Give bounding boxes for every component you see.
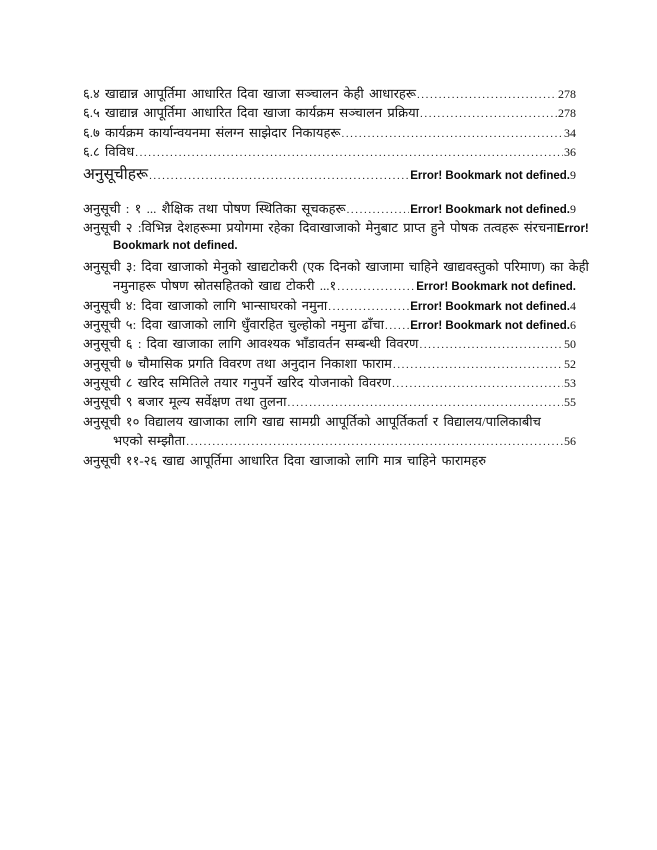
toc-entry-label: ६.५ खाद्यान्न आपूर्तिमा आधारित दिवा खाजा कार्यक्रम सञ्चालन प्रक्रिया — [83, 105, 420, 121]
dot-leader — [392, 373, 563, 394]
toc-entry[interactable] — [83, 373, 576, 392]
dot-leader — [135, 142, 563, 163]
toc-entry[interactable] — [83, 162, 576, 188]
toc-entry-label: ६.४ खाद्यान्न आपूर्तिमा आधारित दिवा खाजा सञ्चालन केही आधारहरू — [83, 86, 416, 101]
toc-entry-label: अनुसूचीहरू — [83, 165, 149, 183]
dot-leader — [385, 315, 409, 336]
toc-entry-label: अनुसूची ५: दिवा खाजाको लागि धुँवारहित चुल्होको नमुना ढाँचा — [83, 316, 384, 332]
page-number: 278 — [558, 87, 576, 101]
page-number: 52 — [564, 356, 576, 371]
page-number: 55 — [564, 395, 576, 410]
toc-entry-label: भएको सम्झौता — [113, 433, 186, 449]
toc-entry[interactable] — [83, 257, 589, 276]
toc-entry[interactable] — [83, 431, 576, 450]
toc-entry-label: नमुनाहरू पोषण स्रोतसहितको खाद्य टोकरी ...१ — [113, 278, 337, 294]
dot-leader — [149, 162, 409, 189]
dot-leader — [420, 103, 557, 124]
page-number: 36 — [564, 145, 576, 160]
page-number: 9 — [570, 167, 576, 182]
toc-entry-label: अनुसूची १० विद्यालय खाजाका लागि खाद्य सामग्री आपूर्तिको आपूर्तिकर्ता र विद्यालय/पालिकाबीच — [83, 413, 541, 429]
toc-entry-label: अनुसूची ६ : दिवा खाजाका लागि आवश्यक भाँडावर्तन सम्बन्धी विवरण — [83, 336, 419, 352]
page-number: 4 — [570, 298, 576, 313]
dot-leader — [328, 296, 409, 317]
error-bookmark-text: Error! Bookmark not defined. — [410, 169, 570, 182]
toc-list — [83, 84, 589, 470]
page-number: 278 — [558, 106, 576, 121]
toc-entry-label: अनुसूची ४: दिवा खाजाको लागि भान्साघरको नमुना — [83, 297, 328, 313]
page-number: 34 — [564, 125, 576, 140]
toc-entry-label: अनुसूची २ :विभिन्न देशहरूमा प्रयोगमा रहेका दिवाखाजाको मेनुबाट प्राप्त हुने पोषक तत्वहरू संरचना — [83, 219, 557, 235]
toc-entry[interactable] — [83, 296, 576, 315]
toc-entry-label: अनुसूची ८ खरिद समितिले तयार गनुपर्ने खरिद योजनाको विवरण — [83, 375, 392, 391]
toc-entry-label: अनुसूची : १ ... शैक्षिक तथा पोषण स्थितिका सूचकहरू — [83, 200, 346, 216]
toc-entry[interactable] — [83, 392, 576, 411]
dot-leader — [337, 276, 415, 297]
toc-entry[interactable] — [83, 315, 576, 334]
error-bookmark-text: Bookmark not defined. — [113, 240, 238, 253]
dot-leader — [186, 431, 563, 452]
dot-leader — [347, 199, 410, 220]
toc-entry-label: अनुसूची ३: दिवा खाजाको मेनुको खाद्यटोकरी (एक दिनको खाजामा चाहिने खाद्यवस्तुको परिमाण) का केही — [83, 258, 589, 274]
toc-entry[interactable] — [83, 451, 576, 470]
page-number: 50 — [564, 337, 576, 352]
toc-entry[interactable] — [83, 123, 576, 142]
toc-entry[interactable] — [83, 354, 576, 373]
dot-leader — [393, 354, 563, 375]
dot-leader — [419, 334, 563, 355]
toc-entry-label: अनुसूची ११-२६ खाद्य आपूर्तिमा आधारित दिवा खाजाको लागि मात्र चाहिने फारामहरु — [83, 452, 486, 468]
toc-entry-label: अनुसूची ९ बजार मूल्य सर्वेक्षण तथा तुलना — [83, 394, 287, 410]
toc-entry-label: ६.८ विविध — [83, 144, 135, 160]
error-bookmark-text: Error! Bookmark not defined. — [410, 319, 570, 332]
toc-entry[interactable] — [83, 84, 576, 103]
page-number: 56 — [564, 434, 576, 449]
dot-leader — [341, 123, 563, 144]
error-bookmark-text: Error! Bookmark not defined. — [410, 300, 570, 313]
error-bookmark-text: Error! Bookmark not defined. — [410, 203, 570, 216]
toc-entry[interactable] — [83, 237, 576, 256]
page-number: 6 — [570, 317, 576, 332]
toc-entry[interactable] — [83, 199, 576, 218]
toc-entry[interactable] — [83, 412, 576, 431]
page-number: 53 — [564, 376, 576, 391]
toc-entry[interactable] — [83, 276, 576, 295]
toc-entry[interactable] — [83, 142, 576, 161]
toc-entry-label: अनुसूची ७ चौमासिक प्रगति विवरण तथा अनुदान निकाशा फाराम — [83, 355, 392, 371]
dot-leader — [287, 392, 563, 413]
page-number: 9 — [570, 201, 576, 216]
dot-leader — [417, 84, 557, 105]
toc-entry[interactable] — [83, 218, 589, 237]
toc-entry-label: ६.७ कार्यक्रम कार्यान्वयनमा संलग्न साझेदार निकायहरू — [83, 124, 341, 140]
error-bookmark-text: Error! Bookmark not defined. — [416, 281, 576, 294]
toc-entry[interactable] — [83, 103, 576, 122]
toc-entry[interactable] — [83, 334, 576, 353]
error-bookmark-text: Error! — [556, 222, 589, 235]
